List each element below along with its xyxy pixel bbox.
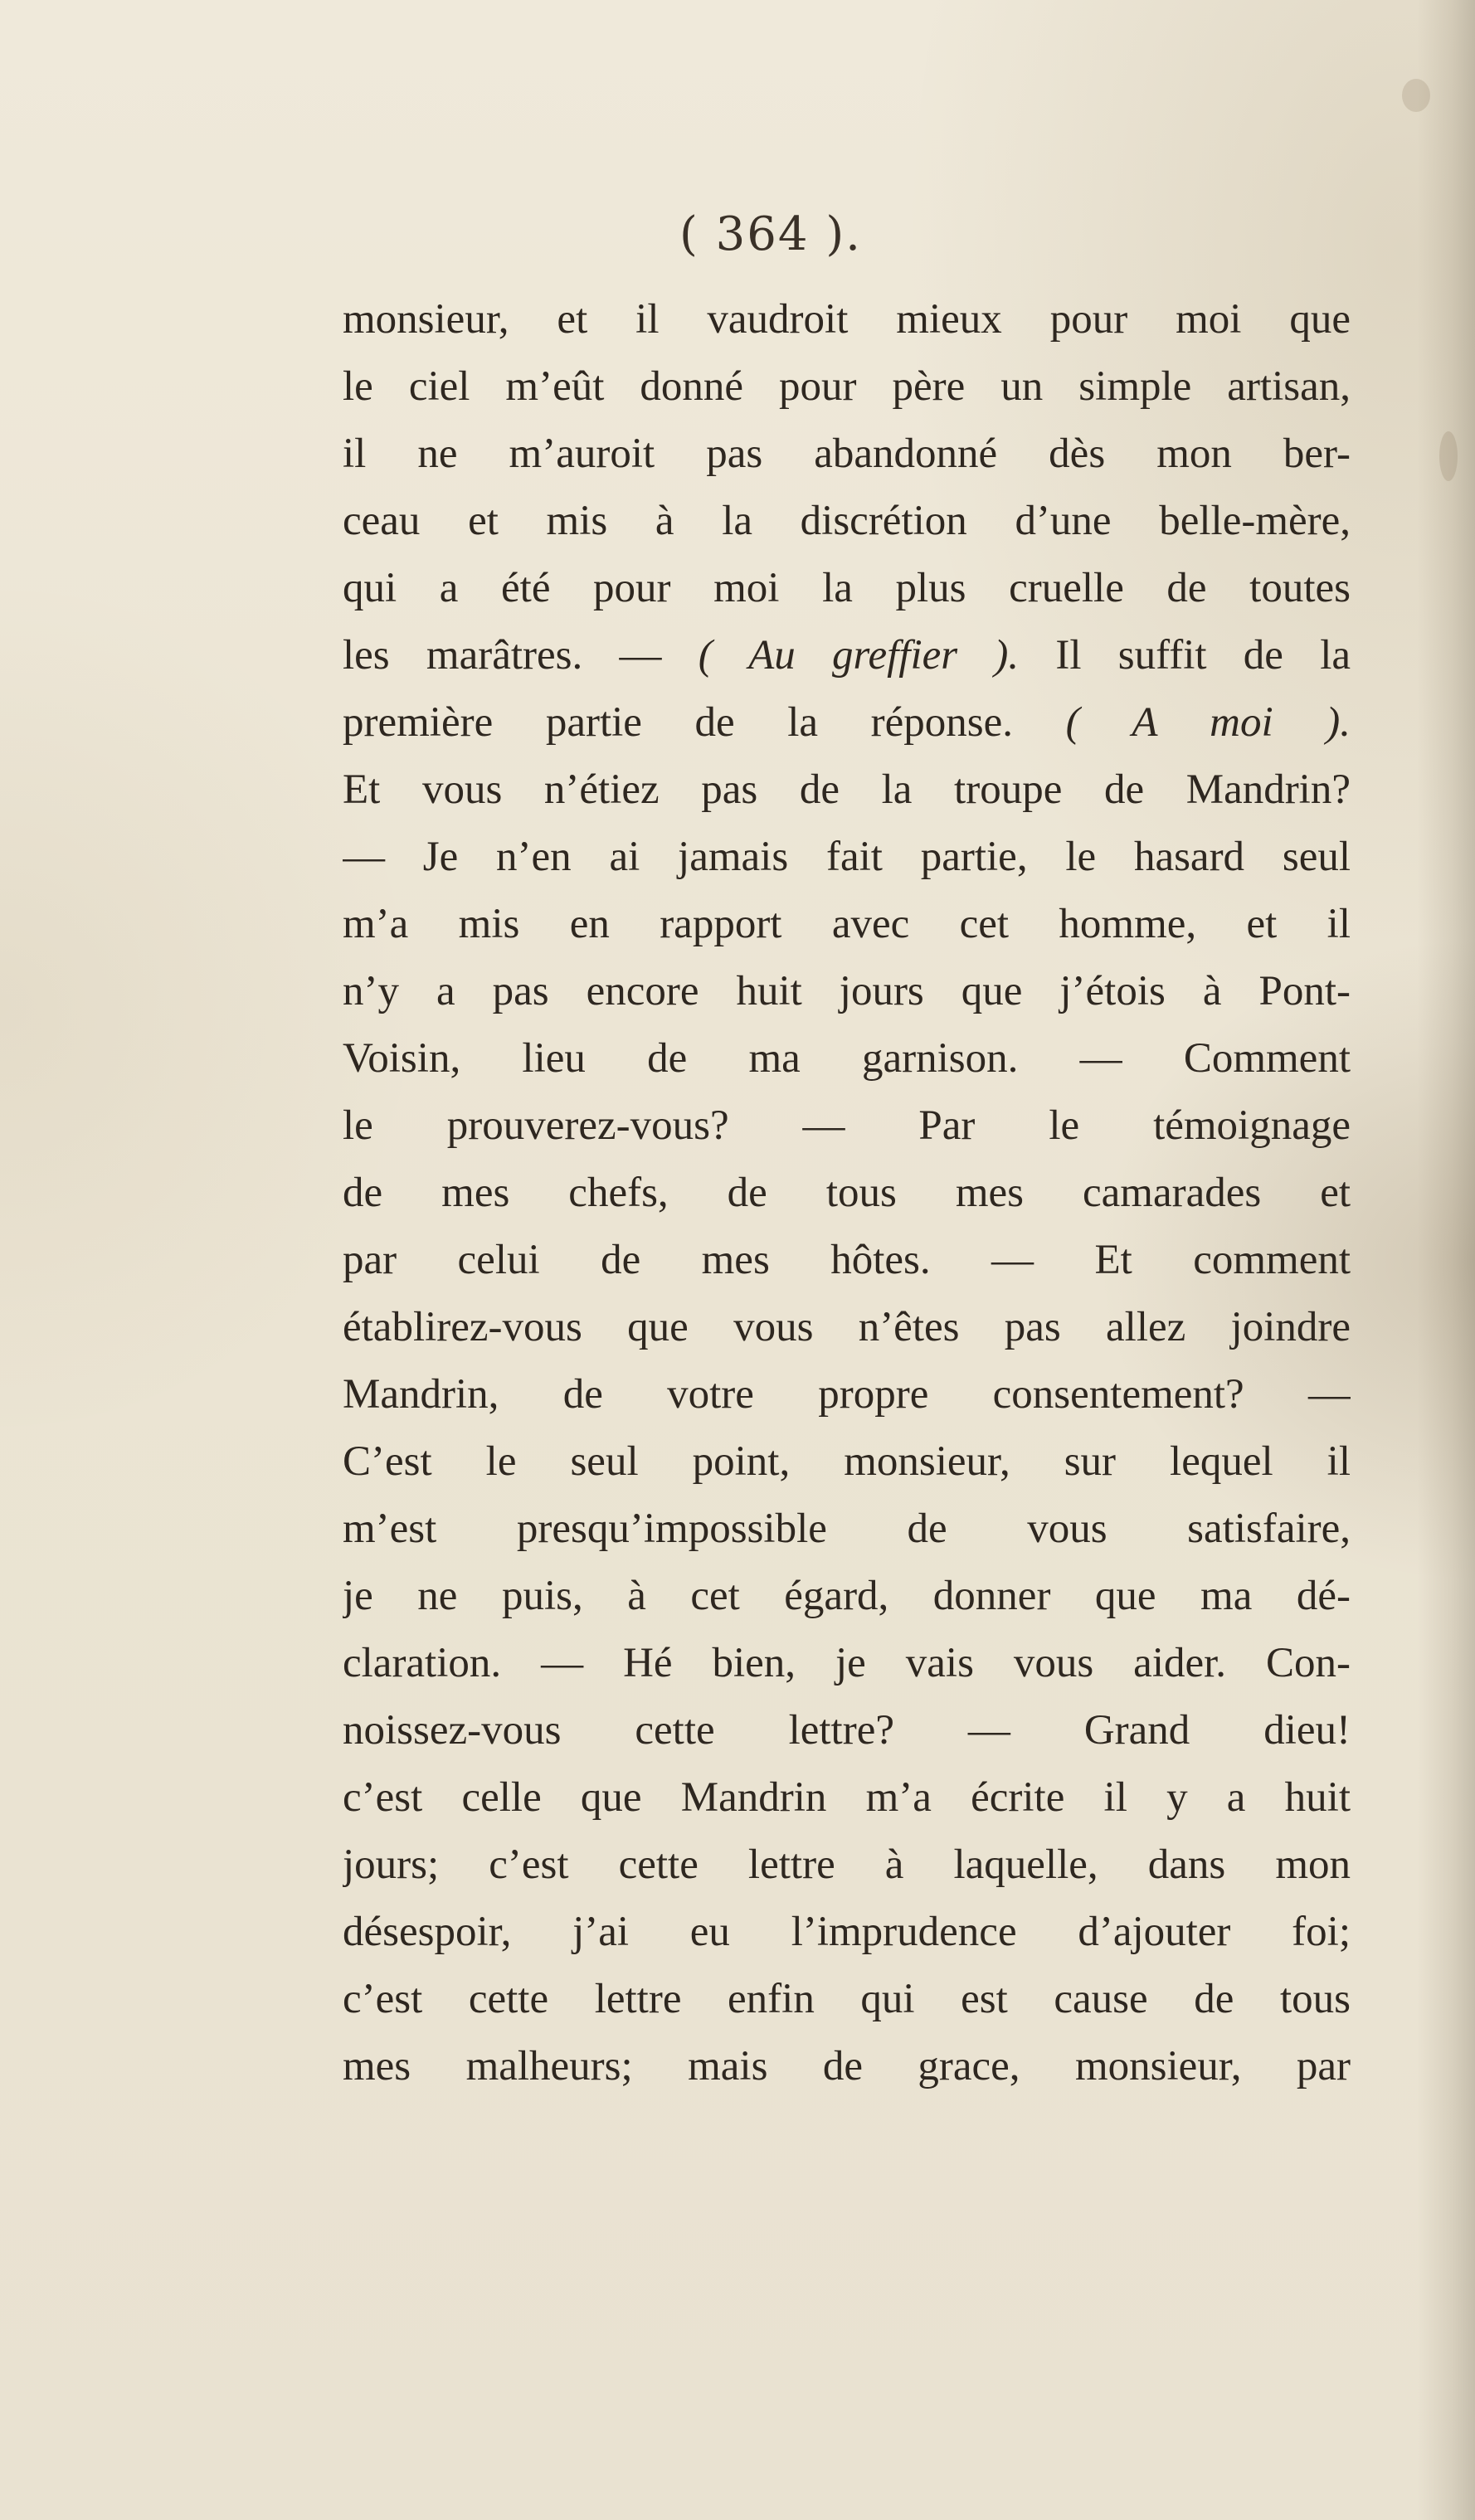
text-line: C’est le seul point, monsieur, sur lequel il (343, 1438, 1351, 1485)
text-line: désespoir, j’ai eu l’imprudence d’ajouter foi; (343, 1909, 1351, 1955)
text-line-with-italic (343, 689, 1351, 756)
text-run: première partie de la réponse. (343, 699, 1066, 746)
text-line: mes malheurs; mais de grace, monsieur, par (343, 2043, 1351, 2089)
text-line: le ciel m’eût donné pour père un simple artisan, (343, 363, 1351, 410)
text-line: il ne m’auroit pas abandonné dès mon ber- (343, 431, 1351, 477)
text-line: m’a mis en rapport avec cet homme, et il (343, 901, 1351, 947)
text-line: — Je n’en ai jamais fait partie, le hasard seul (343, 834, 1351, 880)
text-line: m’est presqu’impossible de vous satisfaire, (343, 1506, 1351, 1552)
text-line: qui a été pour moi la plus cruelle de toutes (343, 565, 1351, 611)
text-line: de mes chefs, de tous mes camarades et (343, 1170, 1351, 1216)
text-line-with-italic (343, 622, 1351, 689)
paper-stain (1402, 79, 1430, 112)
text-line: Et vous n’étiez pas de la troupe de Mandrin? (343, 766, 1351, 813)
text-line: le prouverez-vous? — Par le témoignage (343, 1102, 1351, 1149)
paper-stain (1439, 431, 1458, 481)
stage-direction: ( Au greffier ). (698, 632, 1020, 679)
text-line: jours; c’est cette lettre à laquelle, dans mon (343, 1841, 1351, 1888)
text-line: je ne puis, à cet égard, donner que ma dé- (343, 1573, 1351, 1619)
text-run: Il suffit de la (1019, 632, 1351, 679)
text-line: ceau et mis à la discrétion d’une belle-mère, (343, 498, 1351, 544)
text-line: Mandrin, de votre propre consentement? — (343, 1371, 1351, 1418)
text-line: noissez-vous cette lettre? — Grand dieu! (343, 1707, 1351, 1754)
text-run: les marâtres. — (343, 632, 699, 679)
text-line: monsieur, et il vaudroit mieux pour moi que (343, 296, 1351, 343)
text-line: par celui de mes hôtes. — Et comment (343, 1237, 1351, 1283)
stage-direction: ( A moi ). (1065, 699, 1351, 746)
text-line: n’y a pas encore huit jours que j’étois à Pont- (343, 968, 1351, 1014)
text-line: établirez-vous que vous n’êtes pas allez joindre (343, 1304, 1351, 1350)
text-line: c’est celle que Mandrin m’a écrite il y a huit (343, 1774, 1351, 1821)
body-text (343, 286, 1351, 2100)
page-edge-shadow (1417, 0, 1475, 2520)
text-line: Voisin, lieu de ma garnison. — Comment (343, 1035, 1351, 1082)
page-number: ( 364 ). (679, 207, 862, 261)
text-line: c’est cette lettre enfin qui est cause de tous (343, 1976, 1351, 2022)
text-line: claration. — Hé bien, je vais vous aider. Con- (343, 1640, 1351, 1686)
